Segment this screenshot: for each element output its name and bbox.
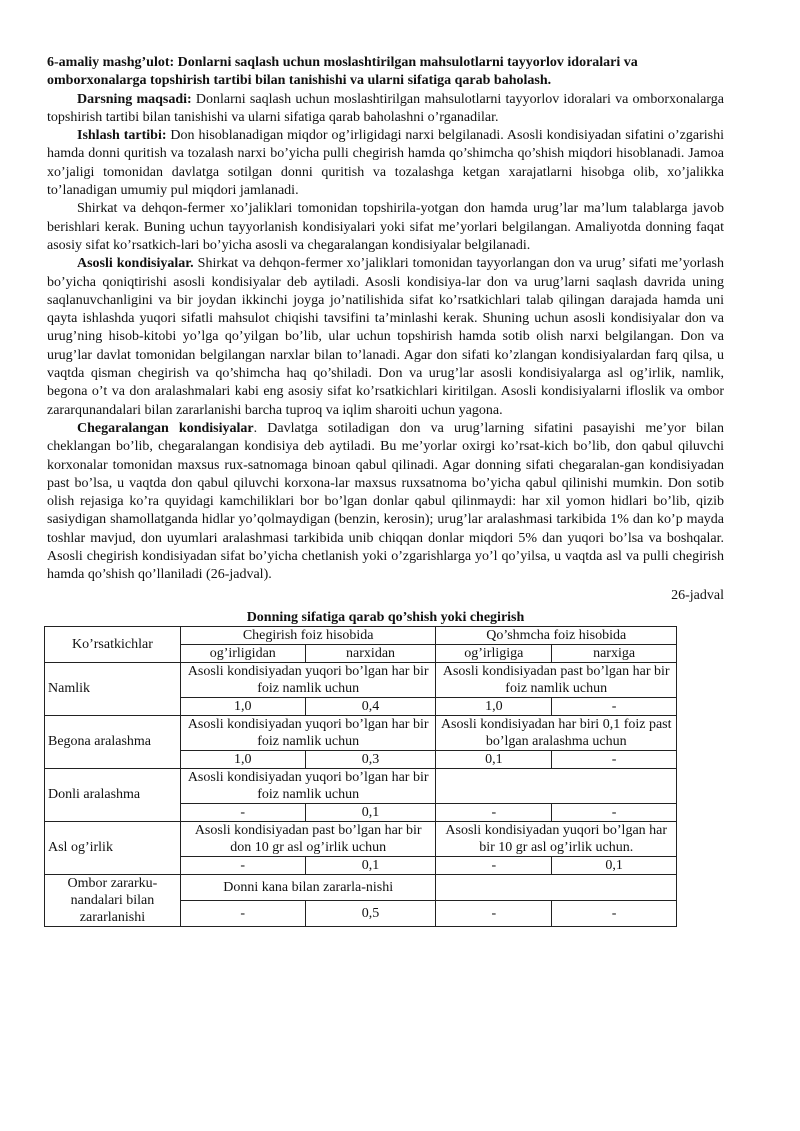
row-indicator-name: Donli aralashma xyxy=(45,768,181,821)
paragraph-text: Donlarni saqlash uchun moslashtirilgan mahsulotlarni tayyorlov idoralari va omborxonalarga topshirish tartibi bilan tanishishi va ularni sifatiga qarab baholashni o’rganadilar. xyxy=(47,91,725,125)
page-title: 6-amaliy mashg’ulot: Donlarni saqlash uchun moslashtirilgan mahsulotlarni tayyorlov idoralari va omborxonalarga topshirish tartibi bilan tanishishi va ularni sifatiga qarab baholash. xyxy=(47,55,638,89)
header-addition: Qo’shmcha foiz hisobida xyxy=(436,626,677,644)
value-cell: 0,1 xyxy=(305,803,436,821)
paragraph-goal xyxy=(47,91,724,128)
discount-description: Asosli kondisiyadan yuqori bo’lgan har bir foiz namlik uchun xyxy=(180,715,436,750)
discount-description: Asosli kondisiyadan past bo’lgan har bir don 10 gr asl og’irlik uchun xyxy=(180,821,436,856)
value-cell: - xyxy=(552,750,677,768)
subheader-discount-weight: og’irligidan xyxy=(180,644,305,662)
header-discount: Chegirish foiz hisobida xyxy=(180,626,436,644)
subheader-discount-price: narxidan xyxy=(305,644,436,662)
discount-table xyxy=(44,626,677,927)
value-cell: - xyxy=(436,900,552,926)
value-cell: 1,0 xyxy=(436,697,552,715)
paragraph-lead: Ishlash tartibi: xyxy=(77,128,167,144)
addition-description xyxy=(436,768,677,803)
value-cell: 0,4 xyxy=(305,697,436,715)
value-cell: 0,5 xyxy=(305,900,436,926)
value-cell: - xyxy=(180,803,305,821)
table-row xyxy=(45,821,677,856)
value-cell: - xyxy=(552,697,677,715)
table-row xyxy=(45,662,677,697)
paragraph-basic-conditions xyxy=(47,255,724,420)
value-cell: - xyxy=(552,900,677,926)
value-cell: 0,1 xyxy=(436,750,552,768)
addition-description: Asosli kondisiyadan past bo’lgan har bir foiz namlik uchun xyxy=(436,662,677,697)
discount-description: Donni kana bilan zararla-nishi xyxy=(180,874,436,900)
paragraph-lead: Chegaralangan kondisiyalar xyxy=(77,420,254,436)
paragraph-text: Shirkat va dehqon-fermer xo’jaliklari tomonidan topshirila-yotgan don hamda urug’lar ma’lum talablarga javob berishlari kerak. Buning uchun tayyorlanish kondisiyalari yoki sifat me’yorlari belgilangan. Amaliyotda donning faqat asosiy sifat ko’rsatkich-lari bo’yicha asosli va chegaralangan kondisiyalar belgilanadi. xyxy=(47,201,724,253)
table-row xyxy=(45,768,677,803)
row-indicator-name: Asl og’irlik xyxy=(45,821,181,874)
discount-description: Asosli kondisiyadan yuqori bo’lgan har bir foiz namlik uchun xyxy=(180,768,436,803)
row-indicator-name: Ombor zararku-nandalari bilan zararlanishi xyxy=(45,874,181,926)
discount-description: Asosli kondisiyadan yuqori bo’lgan har bir foiz namlik uchun xyxy=(180,662,436,697)
paragraph-procedure xyxy=(47,127,724,200)
addition-description: Asosli kondisiyadan har biri 0,1 foiz past bo’lgan aralashma uchun xyxy=(436,715,677,750)
paragraph-lead: Darsning maqsadi: xyxy=(77,91,192,107)
paragraph-limited-conditions xyxy=(47,420,724,585)
row-indicator-name: Namlik xyxy=(45,662,181,715)
value-cell: 1,0 xyxy=(180,697,305,715)
paragraph-text: Don hisoblanadigan miqdor og’irligidagi narxi belgilanadi. Asosli kondisiyadan sifatini o’zgarishi hamda donni quritish va tozalash narxi bo’yicha pulli chegirish hamda qo’shimcha qo’shish miqdori hisoblanadi. Jamoa xo’jaligi tomonidan davlatga sotilgan donni quritish va tozalashga ketgan xarajatlarni hisobga olib, xo’jalikka to’lanadigan umumiy pul miqdori jamlanadi. xyxy=(47,128,724,199)
subheader-addition-weight: og’irligiga xyxy=(436,644,552,662)
value-cell: - xyxy=(180,856,305,874)
table-row xyxy=(45,874,677,900)
value-cell: - xyxy=(436,803,552,821)
value-cell: 0,1 xyxy=(305,856,436,874)
paragraph-text: . Davlatga sotiladigan don va urug’larning sifatini pasayishi me’yor bilan cheklangan bo’lib, chegaralangan kondisiya deb aytiladi. Bu me’yorlar oxirgi ko’rsat-kich bo’lib, don qabul qiluvchi korxonalar tomonidan maxsus rux-satnomaga binoan qabul qilinadi. Agar donning sifati chegaralan-gan kondisiyadan past bo’lsa, u vaqtda don qabul qiluvchi korxona-lar maxsus ruxsatnoma bo’yicha qabul qilinishi mumkin. Don sotib olish rejasiga ko’ra quyidagi kamchiliklari bor bo’lgan donlar qabul qilinmaydi: har xil yomon hidlari bo’lib, qizib sasiydigan shamollatganda hidlar yo’qolmaydigan (benzin, kerosin); urug’lar aralashmasi tarkibida 1% dan ko’p mayda toshlar mavjud, don uyumlari aralashmasi tarkibida unib chiqqan donlar miqdori 5% dan yuqori bo’lsa va boshqalar. Asosli chegirish kondisiyadan sifat bo’yicha chetlanish yoki o’zgarishlarga yo’l qo’yilsa, u vaqtda asl va pulli chegirish hamda qo’shish qo’llaniladi (26-jadval). xyxy=(47,420,724,583)
value-cell: - xyxy=(180,900,305,926)
table-title: Donning sifatiga qarab qo’shish yoki chegirish xyxy=(246,609,525,625)
subheader-addition-price: narxiga xyxy=(552,644,677,662)
table-header-row xyxy=(45,626,677,644)
value-cell: - xyxy=(552,803,677,821)
header-indicators: Ko’rsatkichlar xyxy=(45,626,181,662)
addition-description: Asosli kondisiyadan yuqori bo’lgan har bir 10 gr asl og’irlik uchun. xyxy=(436,821,677,856)
value-cell: 0,1 xyxy=(552,856,677,874)
value-cell: - xyxy=(436,856,552,874)
value-cell: 0,3 xyxy=(305,750,436,768)
paragraph-lead: Asosli kondisiyalar. xyxy=(77,256,194,272)
table-row xyxy=(45,715,677,750)
value-cell: 1,0 xyxy=(180,750,305,768)
table-number: 26-jadval xyxy=(671,587,724,603)
row-indicator-name: Begona aralashma xyxy=(45,715,181,768)
paragraph-text: Shirkat va dehqon-fermer xo’jaliklari tomonidan tayyorlangan don va urug’ sifati me’yorlash bo’yicha qoniqtirishi asosli kondisiyalar deb aytiladi. Asosli kondisiya-lar don va urug’larni saqlash davrida uning saqlanuvchanligini va bir joydan ikkinchi joyga jo’natilishida sifat ko’rsatkichlari talab qilingan darajada hamda uni qayta ishlashda yuqori sifatli mahsulot chiqishi tavsifini ta’minlashi kerak. Shuning uchun asosli kondisiyalar don va urug’ning hisob-kitobi yo’lga qo’yilgan bo’lib, ular uchun topshirish hamda sotib olish narxi belgilangan. Don va urug’lar davlat tomonidan belgilangan narxlar bilan to’lanadi. Agar don sifati ko’zlangan kondisiyalardan farq qilsa, u vaqtda qisman chegirish va qo’shimcha haq qo’shiladi. Don va urug’lar asosli kondisiyalarga asl og’irlik, namlik, begona o’t va don aralashmalari kabi eng asosiy sifat ko’rsatkichlari kiritilgan. Asosli kondisiyalarni ifloslik va ombor zararqunandalari bilan zararlanishi barcha tuproq va iqlim sharoiti uchun yagona. xyxy=(47,256,724,418)
paragraph-requirements xyxy=(47,200,724,255)
addition-description xyxy=(436,874,677,900)
